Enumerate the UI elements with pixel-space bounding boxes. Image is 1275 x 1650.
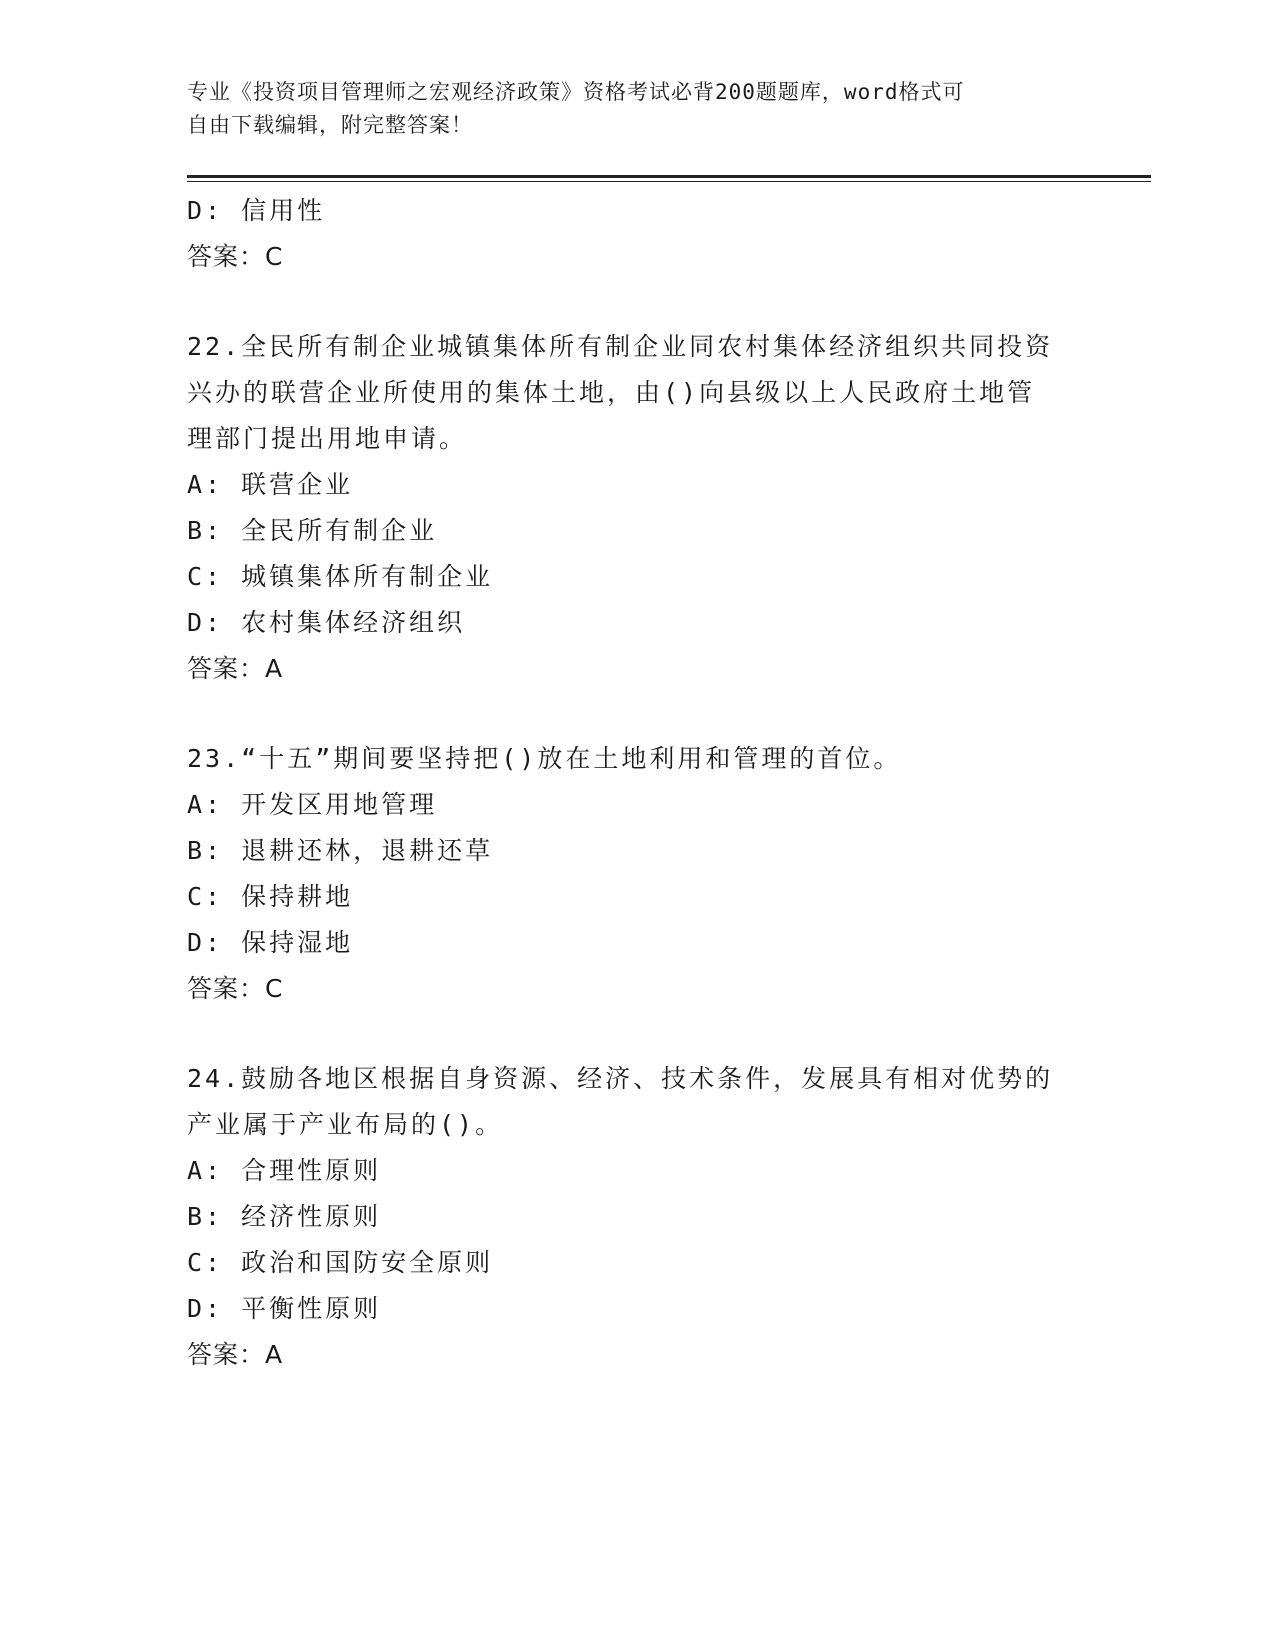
option-b: B: 全民所有制企业 (187, 516, 438, 545)
question-24 (187, 1056, 1087, 1378)
question-23 (187, 736, 1087, 1012)
option-a: A: 开发区用地管理 (187, 790, 438, 819)
header-divider-thin (187, 181, 1151, 182)
carryover-answer: 答案：C (187, 242, 284, 271)
header-line-2: 自由下载编辑，附完整答案！ (187, 113, 473, 137)
option-c: C: 城镇集体所有制企业 (187, 562, 494, 591)
question-stem: 22.全民所有制企业城镇集体所有制企业同农村集体经济组织共同投资 兴办的联营企业所使用的集体土地，由()向县级以上人民政府土地管 理部门提出用地申请。 (187, 332, 1054, 453)
option-c: C: 政治和国防安全原则 (187, 1248, 494, 1277)
option-list (187, 462, 1087, 646)
option-d: D: 农村集体经济组织 (187, 608, 466, 637)
option-list (187, 782, 1087, 966)
option-d: D: 平衡性原则 (187, 1294, 382, 1323)
document-header (187, 76, 1067, 142)
option-b: B: 经济性原则 (187, 1202, 382, 1231)
option-c: C: 保持耕地 (187, 882, 354, 911)
answer: 答案：A (187, 654, 284, 683)
option-list (187, 1148, 1087, 1332)
option-d: D: 保持湿地 (187, 928, 354, 957)
question-22 (187, 324, 1087, 692)
answer: 答案：A (187, 1340, 284, 1369)
option-a: A: 合理性原则 (187, 1156, 382, 1185)
question-stem: 24.鼓励各地区根据自身资源、经济、技术条件，发展具有相对优势的 产业属于产业布局的()。 (187, 1064, 1054, 1139)
question-stem: 23.“十五”期间要坚持把()放在土地利用和管理的首位。 (187, 744, 902, 773)
question-list (187, 188, 1087, 1378)
carryover-block (187, 188, 1087, 280)
option-a: A: 联营企业 (187, 470, 354, 499)
carryover-option-d: D: 信用性 (187, 196, 326, 225)
option-b: B: 退耕还林，退耕还草 (187, 836, 494, 865)
header-divider-thick (187, 175, 1151, 178)
header-line-1: 专业《投资项目管理师之宏观经济政策》资格考试必背200题题库，word格式可 (187, 80, 965, 104)
answer: 答案：C (187, 974, 284, 1003)
